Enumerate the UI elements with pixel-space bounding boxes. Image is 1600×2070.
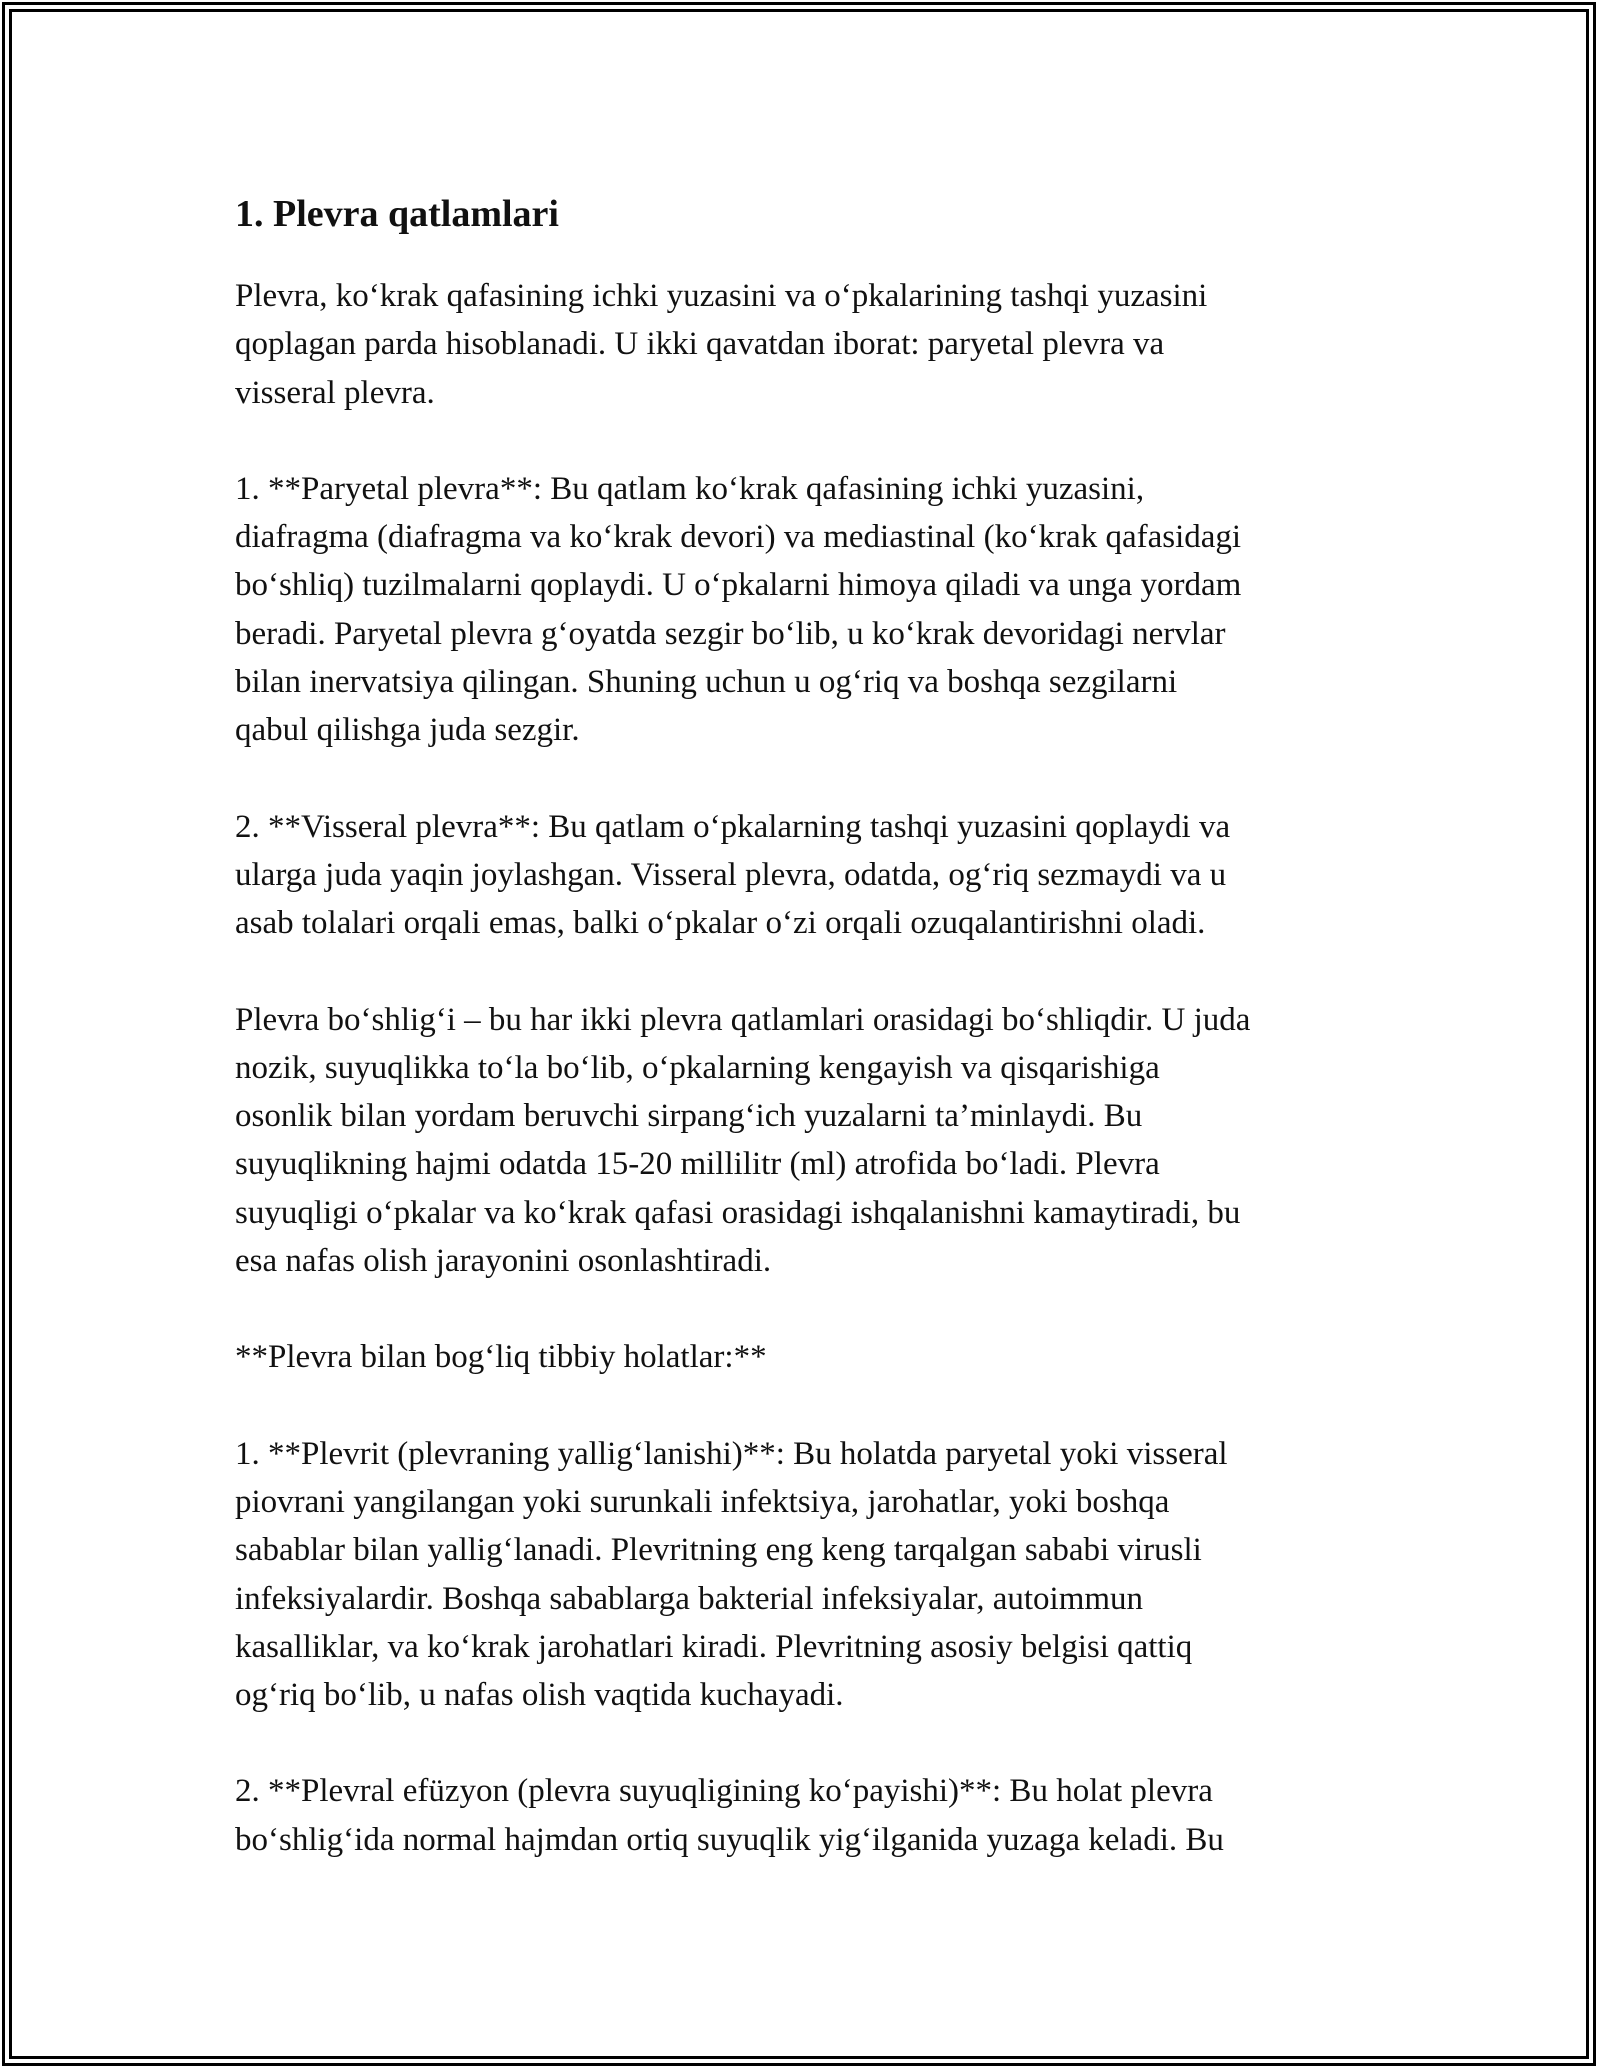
medical-conditions-subheading: **Plevra bilan bog‘liq tibbiy holatlar:** [235, 1339, 767, 1376]
pleural-cavity-paragraph: Plevra bo‘shlig‘i – bu har ikki plevra qatlamlari orasidagi bo‘shliqdir. U juda nozik, suyuqlikka to‘la bo‘lib, o‘pkalarning kengayish va qisqarishiga osonlik bilan yordam beruvchi sirpang‘ich yuzalarni ta’minlaydi. Bu suyuqlikning hajmi odatda 15-20 millilitr (ml) atrofida bo‘ladi. Plevra suyuqligi o‘pkalar va ko‘krak qafasi orasidagi ishqalanishni kamaytiradi, bu esa nafas olish jarayonini osonlashtiradi. [235, 1001, 1251, 1280]
pleural-effusion-paragraph: 2. **Plevral efüzyon (plevra suyuqligining ko‘payishi)**: Bu holat plevra bo‘shlig‘ida normal hajmdan ortiq suyuqlik yig‘ilganida yuzaga keladi. Bu [235, 1773, 1224, 1858]
document-body [235, 186, 1385, 1912]
section-heading: 1. Plevra qatlamlari [235, 193, 559, 235]
intro-paragraph: Plevra, ko‘krak qafasining ichki yuzasini va o‘pkalarining tashqi yuzasini qoplagan parda hisoblanadi. U ikki qavatdan iborat: paryetal plevra va visseral plevra. [235, 278, 1208, 411]
visceral-pleura-paragraph: 2. **Visseral plevra**: Bu qatlam o‘pkalarning tashqi yuzasini qoplaydi va ularga juda yaqin joylashgan. Visseral plevra, odatda, og‘riq sezmaydi va u asab tolalari orqali emas, balki o‘pkalar o‘zi orqali ozuqalantirishni oladi. [235, 808, 1231, 942]
pleurisy-paragraph: 1. **Plevrit (plevraning yallig‘lanishi)**: Bu holatda paryetal yoki visseral piovrani yangilangan yoki surunkali infektsiya, jarohatlar, yoki boshqa sabablar bilan yallig‘lanadi. Plevritning eng keng tarqalgan sababi virusli infeksiyalardir. Boshqa sabablarga bakterial infeksiyalar, autoimmun kasalliklar, va ko‘krak jarohatlari kiradi. Plevritning asosiy belgisi qattiq og‘riq bo‘lib, u nafas olish vaqtida kuchayadi. [235, 1435, 1228, 1714]
parietal-pleura-paragraph: 1. **Paryetal plevra**: Bu qatlam ko‘krak qafasining ichki yuzasini, diafragma (diafragma va ko‘krak devori) va mediastinal (ko‘krak qafasidagi bo‘shliq) tuzilmalarni qoplaydi. U o‘pkalarni himoya qiladi va unga yordam beradi. Paryetal plevra g‘oyatda sezgir bo‘lib, u ko‘krak devoridagi nervlar bilan inervatsiya qilingan. Shuning uchun u og‘riq va boshqa sezgilarni qabul qilishga juda sezgir. [235, 470, 1242, 749]
